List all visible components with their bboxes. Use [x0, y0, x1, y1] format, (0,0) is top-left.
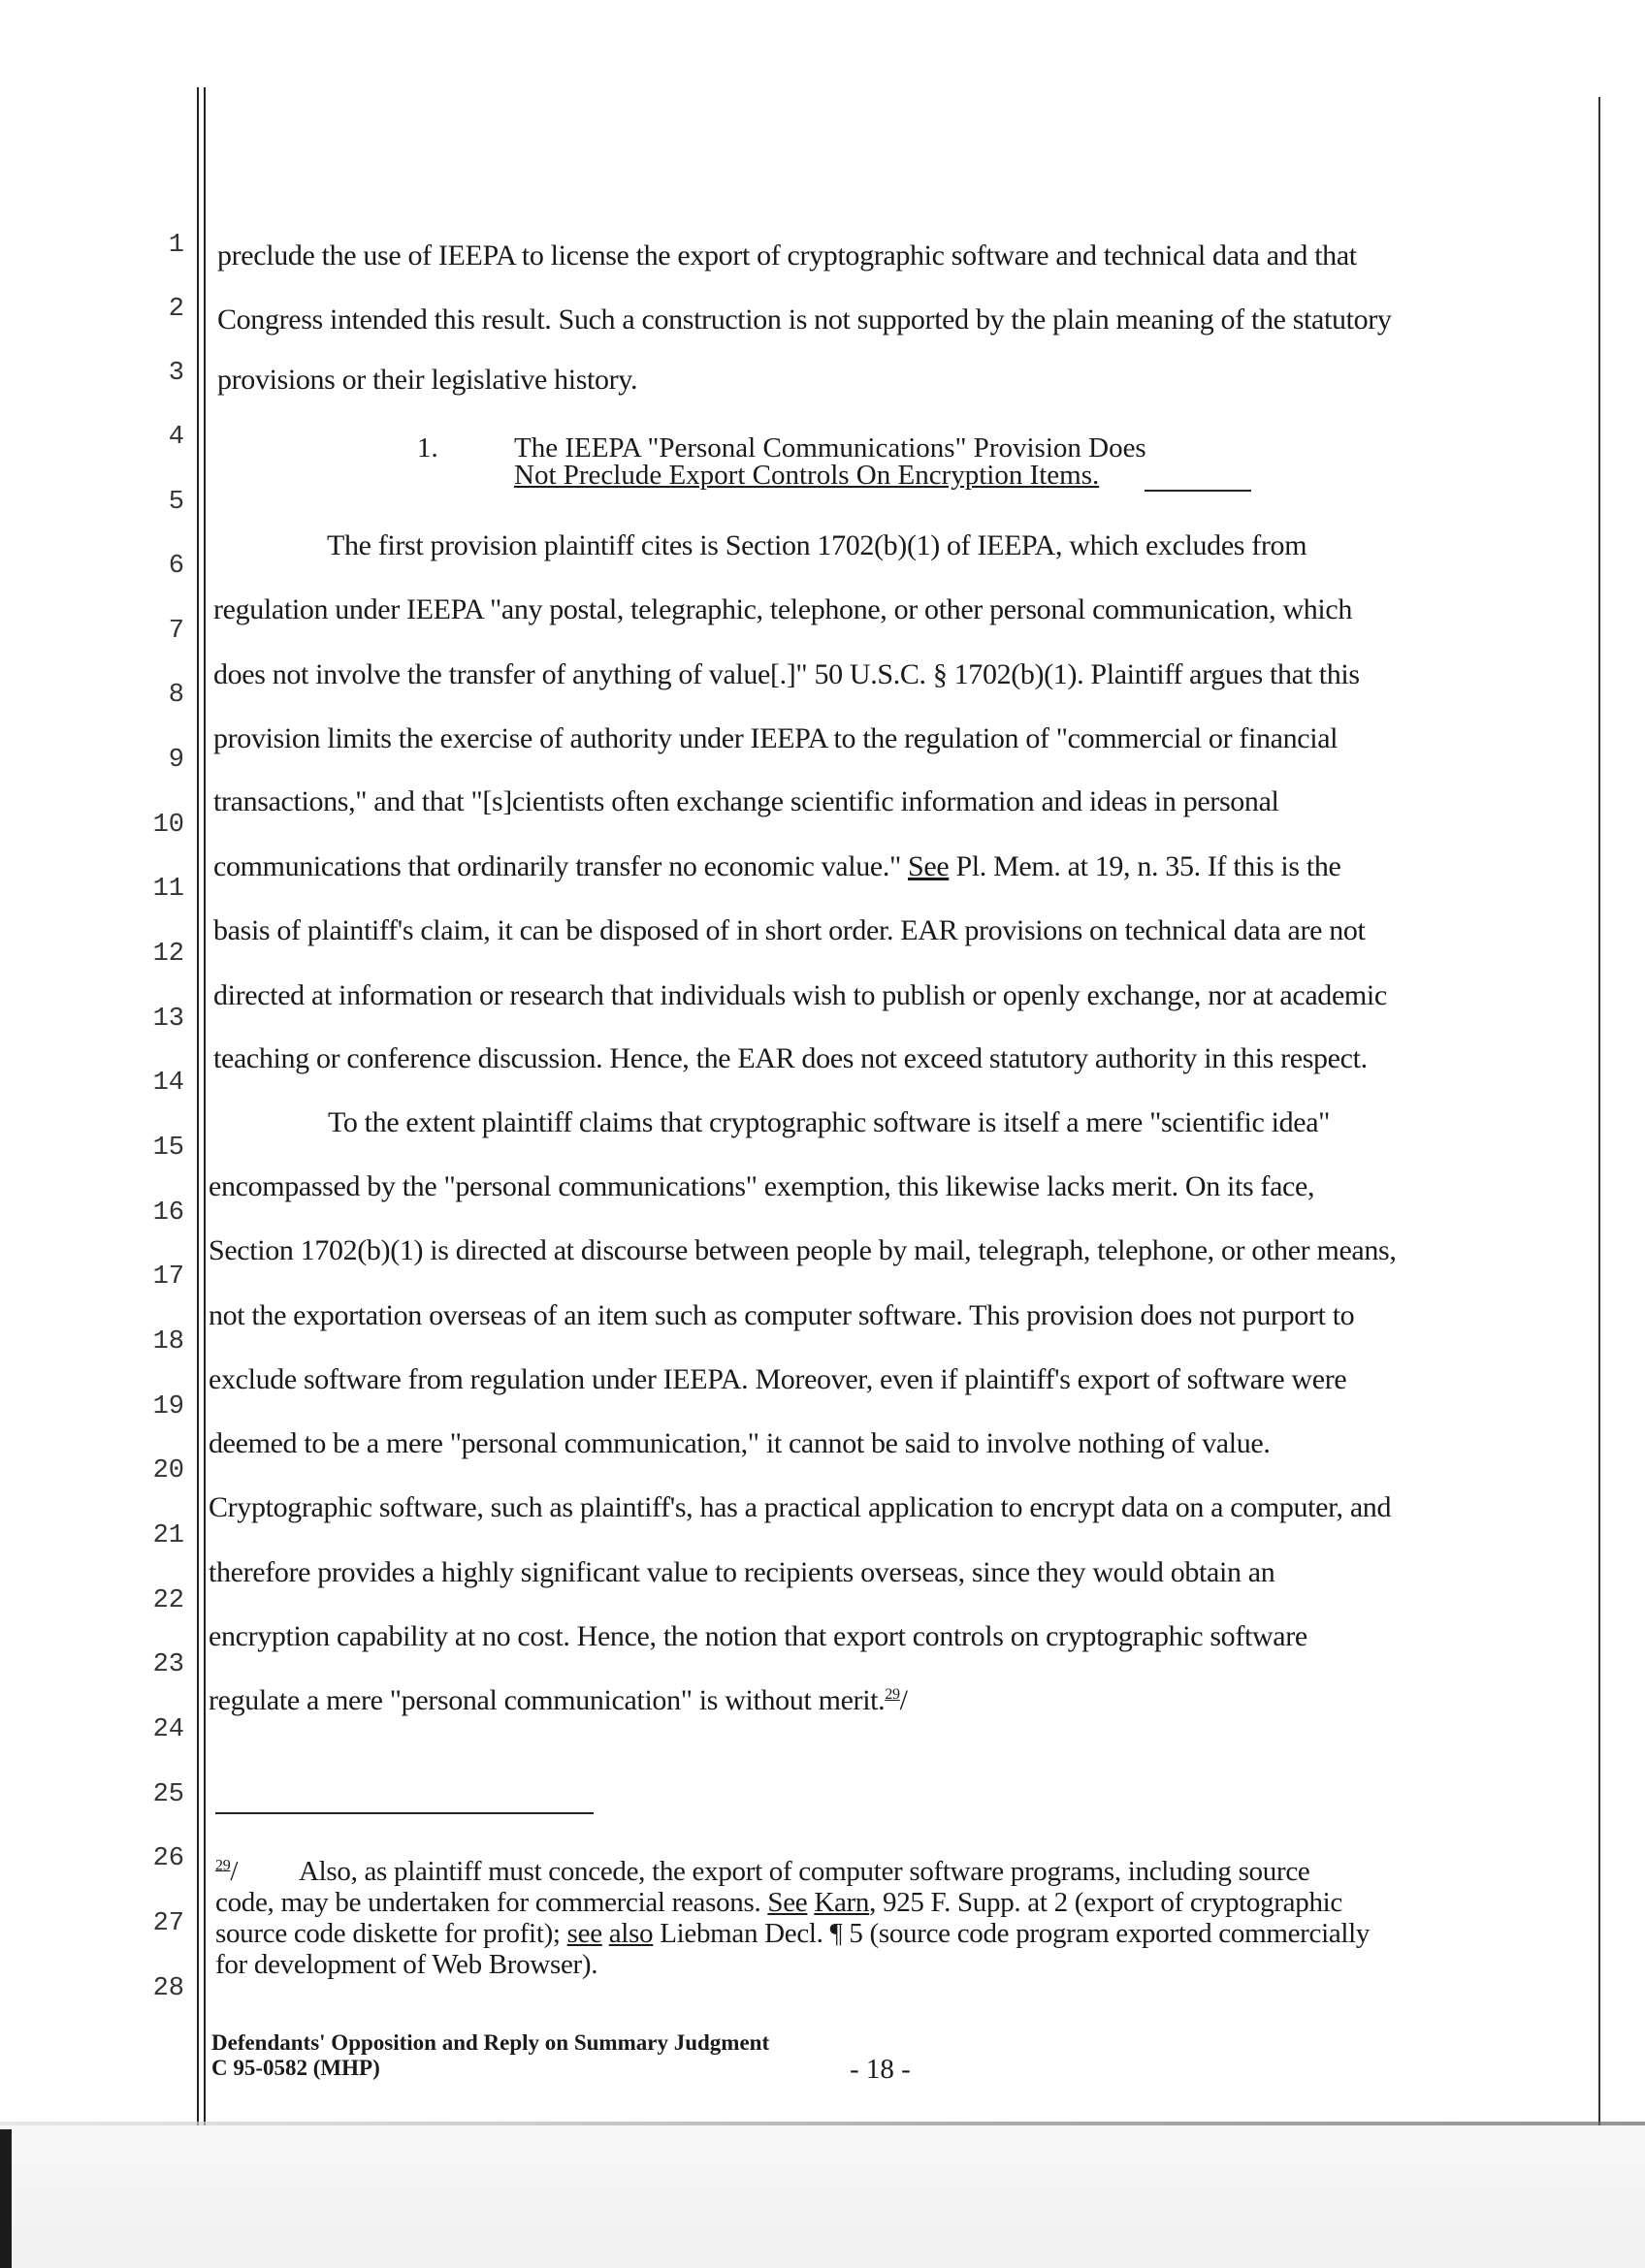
line-number: 10 [152, 811, 184, 840]
heading-number: 1. [417, 432, 438, 463]
line-number: 27 [152, 1909, 184, 1938]
page-number: - 18 - [850, 2054, 911, 2085]
line-number: 21 [152, 1521, 184, 1550]
text-line: To the extent plaintiff claims that cryptographic software is itself a mere "scientific idea" [328, 1106, 1331, 1138]
text-line [213, 850, 1340, 883]
text-line: encompassed by the "personal communications" exemption, this likewise lacks merit. On its face, [209, 1170, 1315, 1202]
line-number: 16 [152, 1198, 184, 1228]
line-number: 4 [168, 423, 184, 452]
heading-line-2: Not Preclude Export Controls On Encryption Items. [514, 460, 1100, 491]
text-line: transactions," and that "[s]cientists often exchange scientific information and ideas in personal [213, 785, 1279, 817]
text-segment: code, may be undertaken for commercial reasons. [215, 1887, 768, 1918]
line-number: 13 [152, 1005, 184, 1034]
heading-underline-extension [1145, 490, 1251, 492]
right-margin-rule [1598, 97, 1600, 2125]
citation-signal-see: See [767, 1887, 808, 1918]
text-segment: , 925 F. Supp. at 2 (export of cryptographic [869, 1887, 1342, 1918]
line-number: 23 [152, 1650, 184, 1679]
footer-document-title: Defendants' Opposition and Reply on Summary Judgment [211, 2030, 770, 2055]
text-line [209, 1684, 908, 1717]
text-line: provisions or their legislative history. [217, 364, 638, 396]
line-number: 20 [152, 1456, 184, 1485]
line-number: 9 [168, 746, 184, 775]
text-line: deemed to be a mere "personal communication," it cannot be said to involve nothing of value. [209, 1427, 1271, 1459]
footnote-line: Also, as plaintiff must concede, the export of computer software programs, including source [299, 1856, 1310, 1887]
line-number: 5 [168, 488, 184, 517]
text-line: provision limits the exercise of authority under IEEPA to the regulation of "commercial or financial [213, 722, 1339, 754]
text-line: preclude the use of IEEPA to license the export of cryptographic software and technical data and that [217, 240, 1357, 272]
footnote-reference[interactable]: 29 [885, 1686, 900, 1703]
text-line: Congress intended this result. Such a construction is not supported by the plain meaning of the statutory [217, 303, 1392, 335]
text-line: directed at information or research that individuals wish to publish or openly exchange, nor at academic [213, 979, 1387, 1011]
line-number: 6 [168, 552, 184, 581]
left-margin-rule [197, 87, 199, 2125]
text-segment: source code diskette for profit); [215, 1918, 567, 1949]
footnote-line: for development of Web Browser). [215, 1949, 598, 1980]
text-segment: communications that ordinarily transfer no economic value." [213, 850, 909, 882]
heading-line-1: The IEEPA "Personal Communications" Provision Does [514, 432, 1146, 463]
line-number: 1 [168, 231, 184, 260]
footnote-slash: / [230, 1856, 239, 1887]
line-number: 11 [152, 875, 184, 904]
line-number: 3 [168, 359, 184, 388]
line-number: 24 [152, 1715, 184, 1744]
left-margin-rule [204, 87, 206, 2125]
footnote-separator [215, 1812, 594, 1814]
text-line: basis of plaintiff's claim, it can be disposed of in short order. EAR provisions on technical data are not [213, 914, 1366, 946]
line-number: 17 [152, 1262, 184, 1292]
footnote-line [215, 1887, 1342, 1918]
text-line: The first provision plaintiff cites is Section 1702(b)(1) of IEEPA, which excludes from [327, 529, 1307, 561]
text-line: Cryptographic software, such as plaintiff's, has a practical application to encrypt data on a computer, and [209, 1491, 1392, 1523]
line-number: 22 [152, 1586, 184, 1615]
line-number: 8 [168, 681, 184, 710]
line-number: 12 [152, 940, 184, 969]
line-number: 7 [168, 617, 184, 646]
text-line: does not involve the transfer of anything of value[.]" 50 U.S.C. § 1702(b)(1). Plaintiff argues that this [213, 658, 1360, 690]
line-number: 28 [152, 1974, 184, 2003]
text-line: exclude software from regulation under IEEPA. Moreover, even if plaintiff's export of software were [209, 1363, 1347, 1395]
footnote-marker: 29 [215, 1857, 231, 1874]
footnote-line [215, 1856, 238, 1887]
text-segment: regulate a mere "personal communication" is without merit. [209, 1684, 886, 1716]
text-line: regulation under IEEPA "any postal, telegraphic, telephone, or other personal communication, which [213, 593, 1353, 625]
citation-signal-also: also [608, 1918, 654, 1949]
text-line: therefore provides a highly significant value to recipients overseas, since they would obtain an [209, 1556, 1275, 1588]
text-line: Section 1702(b)(1) is directed at discourse between people by mail, telegraph, telephone, or other means, [209, 1234, 1397, 1266]
citation-signal-see: see [566, 1918, 602, 1949]
line-number: 26 [152, 1844, 184, 1873]
text-segment: Pl. Mem. at 19, n. 35. If this is the [949, 850, 1341, 882]
text-line: not the exportation overseas of an item such as computer software. This provision does not purport to [209, 1299, 1355, 1331]
scanner-background [0, 2125, 1645, 2268]
text-line: encryption capability at no cost. Hence, the notion that export controls on cryptographic software [209, 1620, 1307, 1652]
line-number: 15 [152, 1134, 184, 1163]
citation-signal-see: See [908, 850, 950, 882]
footer-case-number: C 95-0582 (MHP) [211, 2056, 380, 2080]
footnote-slash: / [899, 1684, 908, 1716]
case-name-karn: Karn [814, 1887, 870, 1918]
footnote-line [215, 1918, 1370, 1949]
text-segment: Liebman Decl. ¶ 5 (source code program exported commercially [653, 1918, 1371, 1949]
scanner-edge [0, 2129, 12, 2268]
line-number: 14 [152, 1069, 184, 1098]
line-number: 19 [152, 1392, 184, 1421]
text-line: teaching or conference discussion. Hence, the EAR does not exceed statutory authority in this respect. [213, 1042, 1368, 1074]
line-number: 25 [152, 1780, 184, 1809]
line-number: 2 [168, 295, 184, 324]
line-number: 18 [152, 1327, 184, 1357]
text-segment [602, 1918, 609, 1949]
